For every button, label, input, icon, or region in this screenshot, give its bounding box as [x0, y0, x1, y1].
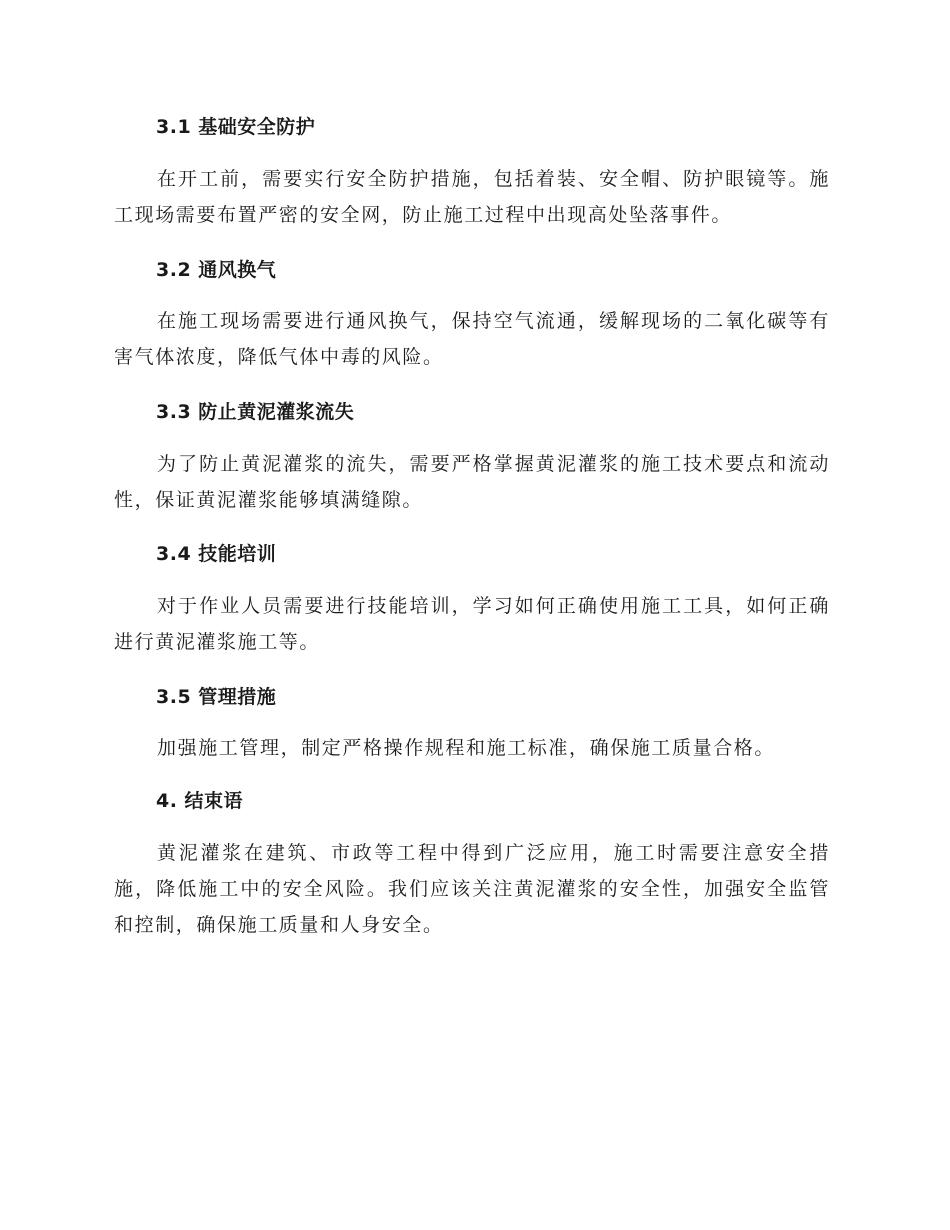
section-heading-3-1: 3.1 基础安全防护: [156, 116, 316, 138]
section-heading-3-2: 3.2 通风换气: [156, 259, 277, 281]
section-heading-3-3: 3.3 防止黄泥灌浆流失: [156, 401, 355, 423]
section-body-4: 黄泥灌浆在建筑、市政等工程中得到广泛应用，施工时需要注意安全措施，降低施工中的安全风险。我们应该关注黄泥灌浆的安全性，加强安全监管和控制，确保施工质量和人身安全。: [114, 842, 830, 936]
section-body-3-1: 在开工前，需要实行安全防护措施，包括着装、安全帽、防护眼镜等。施工现场需要布置严密的安全网，防止施工过程中出现高处坠落事件。: [114, 168, 830, 226]
section-body-3-2: 在施工现场需要进行通风换气，保持空气流通，缓解现场的二氧化碳等有害气体浓度，降低气体中毒的风险。: [114, 310, 830, 368]
section-body-3-4: 对于作业人员需要进行技能培训，学习如何正确使用施工工具，如何正确进行黄泥灌浆施工等。: [114, 595, 830, 653]
section-body-3-3: 为了防止黄泥灌浆的流失，需要严格掌握黄泥灌浆的施工技术要点和流动性，保证黄泥灌浆能够填满缝隙。: [114, 453, 830, 511]
section-body-3-5: 加强施工管理，制定严格操作规程和施工标准，确保施工质量合格。: [157, 737, 776, 759]
section-heading-3-4: 3.4 技能培训: [156, 543, 277, 565]
section-heading-3-5: 3.5 管理措施: [156, 686, 277, 708]
section-heading-4: 4. 结束语: [156, 790, 244, 812]
